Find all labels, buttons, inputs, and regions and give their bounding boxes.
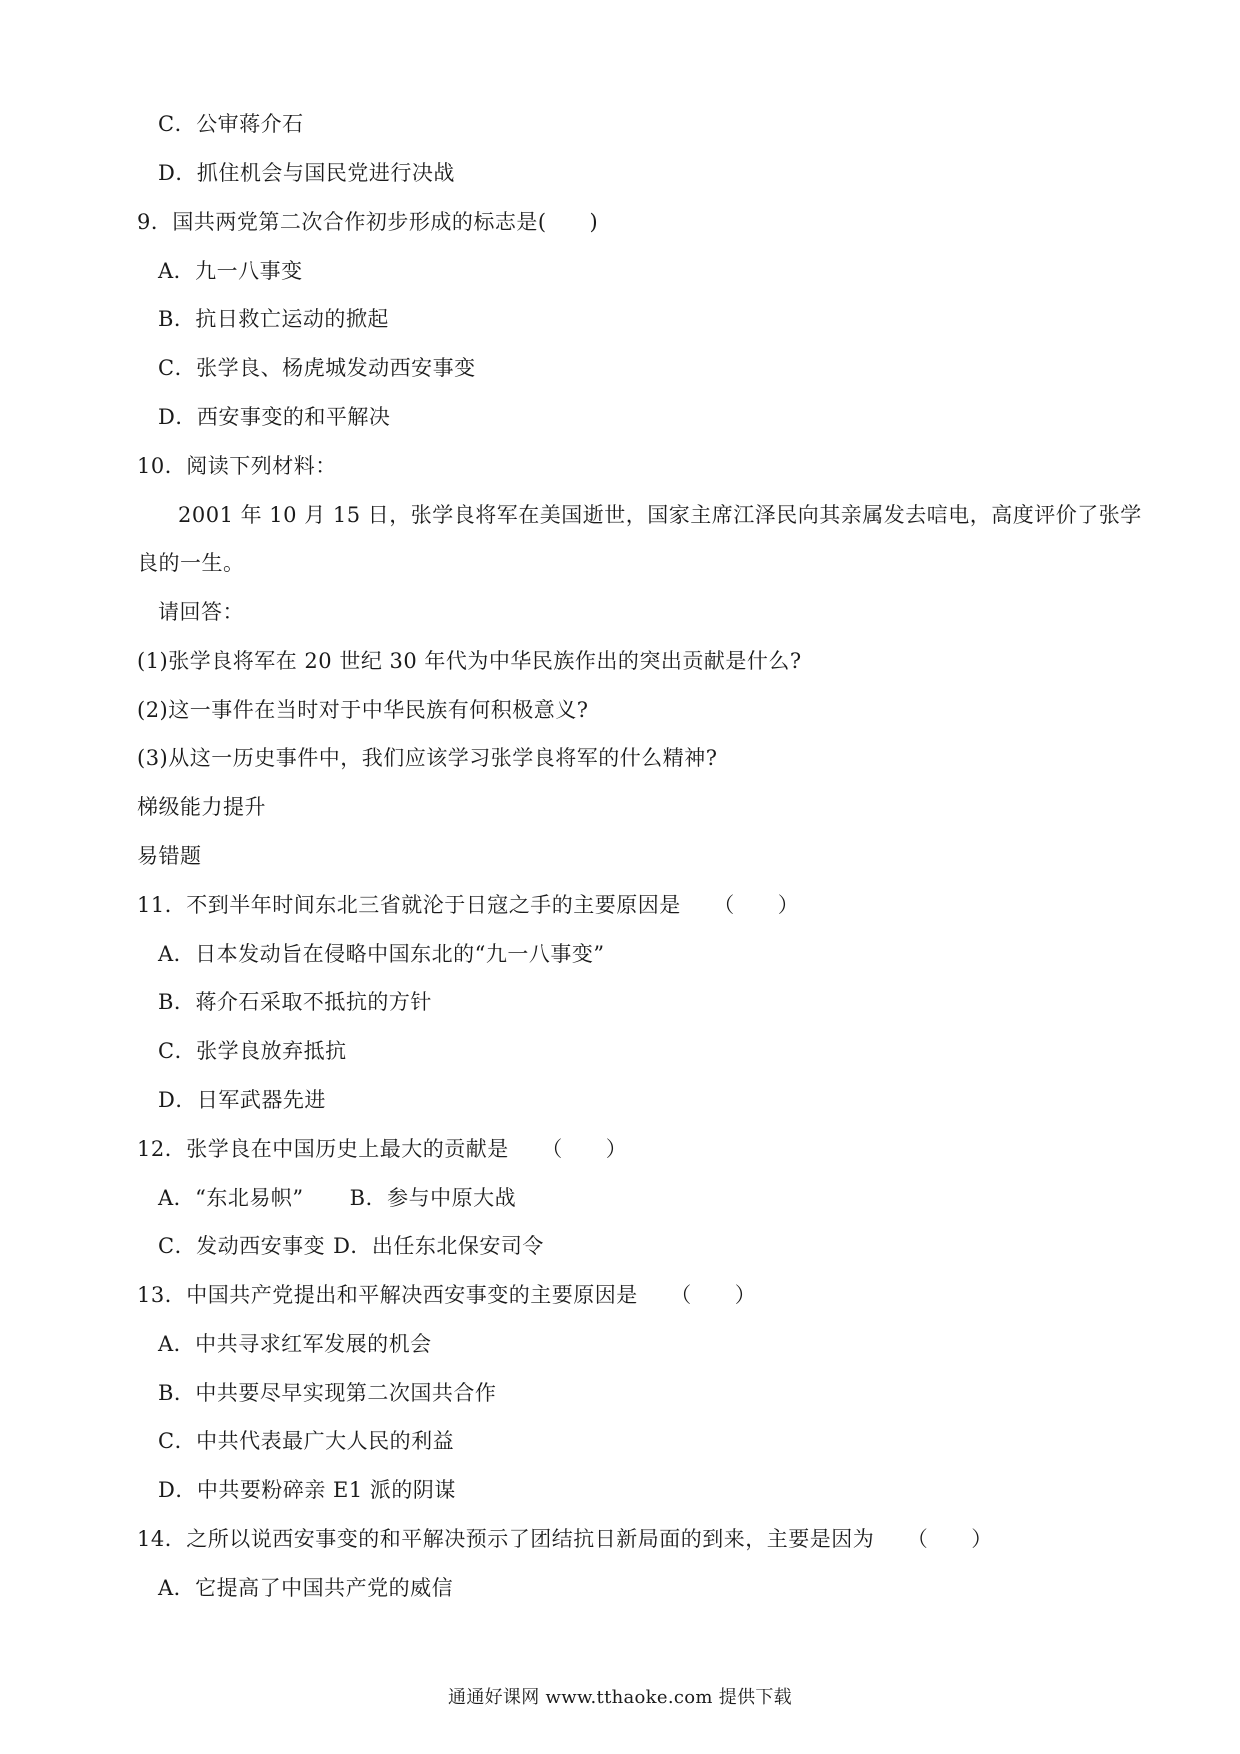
question-14: 14．之所以说西安事变的和平解决预示了团结抗日新局面的到来，主要是因为 （ ） xyxy=(137,1527,993,1551)
q13-option-b: B．中共要尽早实现第二次国共合作 xyxy=(158,1381,497,1405)
q8-option-d: D．抓住机会与国民党进行决战 xyxy=(158,161,455,185)
q10-material-line-1: 2001 年 10 月 15 日，张学良将军在美国逝世，国家主席江泽民向其亲属发去唁电，高度评价了张学 xyxy=(178,503,1142,527)
question-10: 10．阅读下列材料： xyxy=(137,454,337,478)
footer-site-name: 通通好课网 xyxy=(448,1687,540,1708)
q10-subquestion-2: (2)这一事件在当时对于中华民族有何积极意义? xyxy=(137,698,589,722)
q9-option-a: A．九一八事变 xyxy=(158,259,303,283)
q14-option-a: A．它提高了中国共产党的威信 xyxy=(158,1576,454,1600)
q10-subquestion-1: (1)张学良将军在 20 世纪 30 年代为中华民族作出的突出贡献是什么? xyxy=(137,649,802,673)
q11-option-c: C．张学良放弃抵抗 xyxy=(158,1039,347,1063)
q9-option-b: B．抗日救亡运动的掀起 xyxy=(158,307,389,331)
footer-url[interactable]: www.tthaoke.com xyxy=(545,1687,713,1708)
q12-option-d: D．出任东北保安司令 xyxy=(333,1234,544,1258)
question-13: 13．中国共产党提出和平解决西安事变的主要原因是 （ ） xyxy=(137,1283,757,1307)
q13-option-c: C．中共代表最广大人民的利益 xyxy=(158,1429,455,1453)
q10-prompt: 请回答： xyxy=(158,600,244,624)
footer-suffix: 提供下载 xyxy=(718,1687,792,1708)
q13-option-d: D．中共要粉碎亲 E1 派的阴谋 xyxy=(158,1478,456,1502)
q12-option-a: A．“东北易帜” xyxy=(158,1186,304,1210)
q10-material-line-2: 良的一生。 xyxy=(137,551,245,575)
q12-options-row-1 xyxy=(158,1183,516,1213)
q11-option-d: D．日军武器先进 xyxy=(158,1088,326,1112)
section-heading-error-prone: 易错题 xyxy=(137,844,202,868)
q11-option-b: B．蒋介石采取不抵抗的方针 xyxy=(158,990,432,1014)
q12-options-row-2 xyxy=(158,1231,544,1261)
section-heading-ability: 梯级能力提升 xyxy=(137,795,266,819)
q11-option-a: A．日本发动旨在侵略中国东北的“九一八事变” xyxy=(158,942,605,966)
q12-option-b: B．参与中原大战 xyxy=(349,1186,517,1210)
q9-option-c: C．张学良、杨虎城发动西安事变 xyxy=(158,356,476,380)
q10-subquestion-3: (3)从这一历史事件中，我们应该学习张学良将军的什么精神? xyxy=(137,746,718,770)
q9-option-d: D．西安事变的和平解决 xyxy=(158,405,391,429)
page-footer xyxy=(0,1686,1240,1710)
q13-option-a: A．中共寻求红军发展的机会 xyxy=(158,1332,432,1356)
question-12: 12．张学良在中国历史上最大的贡献是 （ ） xyxy=(137,1137,628,1161)
q12-option-c: C．发动西安事变 xyxy=(158,1234,326,1258)
question-9: 9．国共两党第二次合作初步形成的标志是( ) xyxy=(137,210,599,234)
question-11: 11．不到半年时间东北三省就沦于日寇之手的主要原因是 （ ） xyxy=(137,893,800,917)
q8-option-c: C．公审蒋介石 xyxy=(158,112,304,136)
